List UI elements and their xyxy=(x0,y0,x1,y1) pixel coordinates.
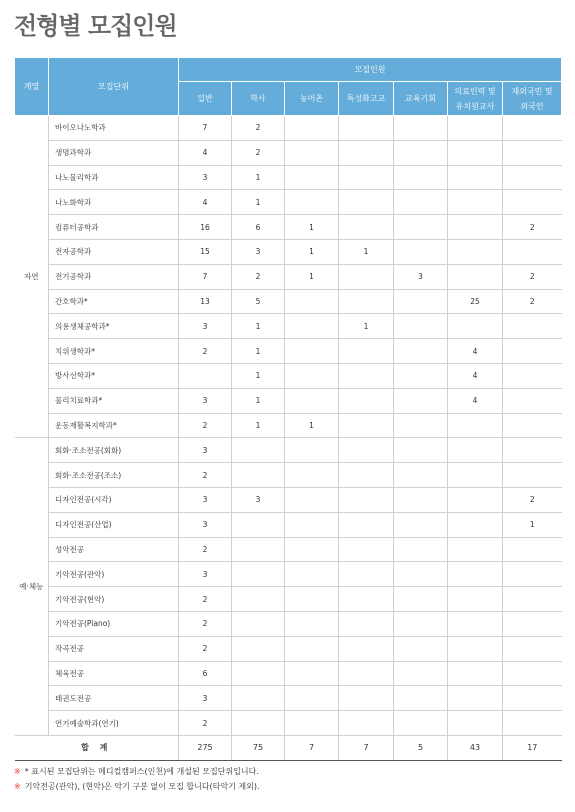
quota-cell xyxy=(394,413,448,438)
quota-cell: 2 xyxy=(503,215,562,240)
quota-cell xyxy=(285,512,339,537)
quota-cell: 2 xyxy=(179,636,232,661)
quota-cell: 2 xyxy=(179,611,232,636)
table-row xyxy=(15,116,562,141)
quota-cell xyxy=(339,413,394,438)
quota-cell xyxy=(339,116,394,141)
quota-cell xyxy=(448,562,503,587)
quota-cell xyxy=(285,711,339,736)
table-row xyxy=(15,562,562,587)
quota-cell: 4 xyxy=(179,140,232,165)
quota-cell: 2 xyxy=(232,140,285,165)
quota-cell xyxy=(232,661,285,686)
unit-cell: 기악전공(Piano) xyxy=(49,611,179,636)
quota-cell xyxy=(448,611,503,636)
quota-cell: 3 xyxy=(179,314,232,339)
total-cell: 43 xyxy=(448,735,503,760)
header-subcol: 교육기회 xyxy=(394,82,448,116)
unit-cell: 의용생체공학과* xyxy=(49,314,179,339)
category-cell: 예·체능 xyxy=(15,438,49,736)
unit-cell: 기악전공(관악) xyxy=(49,562,179,587)
quota-cell xyxy=(503,636,562,661)
quota-cell xyxy=(503,339,562,364)
quota-cell xyxy=(394,314,448,339)
quota-cell xyxy=(448,215,503,240)
table-row xyxy=(15,487,562,512)
quota-cell xyxy=(285,686,339,711)
quota-cell xyxy=(232,562,285,587)
quota-cell xyxy=(232,438,285,463)
unit-cell: 생명과학과 xyxy=(49,140,179,165)
quota-cell: 15 xyxy=(179,239,232,264)
quota-cell xyxy=(285,190,339,215)
quota-cell xyxy=(503,165,562,190)
quota-cell: 13 xyxy=(179,289,232,314)
total-label: 합 계 xyxy=(15,735,179,760)
quota-cell xyxy=(339,587,394,612)
quota-cell xyxy=(339,289,394,314)
quota-cell: 2 xyxy=(503,487,562,512)
quota-cell: 1 xyxy=(285,215,339,240)
total-cell: 17 xyxy=(503,735,562,760)
quota-cell: 3 xyxy=(179,438,232,463)
quota-cell xyxy=(339,140,394,165)
table-row xyxy=(15,314,562,339)
quota-cell: 3 xyxy=(179,165,232,190)
footnotes xyxy=(14,764,260,794)
total-row xyxy=(15,735,562,760)
header-subcol: 특성화고교 xyxy=(339,82,394,116)
quota-cell: 3 xyxy=(232,239,285,264)
table-row xyxy=(15,537,562,562)
quota-cell xyxy=(394,140,448,165)
total-cell: 7 xyxy=(339,735,394,760)
table-row xyxy=(15,339,562,364)
quota-cell: 6 xyxy=(232,215,285,240)
quota-cell xyxy=(394,512,448,537)
quota-cell xyxy=(285,116,339,141)
quota-cell: 2 xyxy=(503,289,562,314)
quota-cell xyxy=(394,239,448,264)
quota-cell xyxy=(285,611,339,636)
quota-cell xyxy=(285,165,339,190)
table-row xyxy=(15,289,562,314)
footnote-mark: ※ xyxy=(14,767,21,776)
quota-cell: 2 xyxy=(179,463,232,488)
quota-cell xyxy=(339,388,394,413)
quota-cell: 4 xyxy=(448,363,503,388)
quota-cell xyxy=(394,537,448,562)
unit-cell: 디자인전공(시각) xyxy=(49,487,179,512)
quota-cell xyxy=(339,463,394,488)
quota-cell xyxy=(339,686,394,711)
quota-cell xyxy=(285,388,339,413)
quota-cell: 2 xyxy=(179,339,232,364)
quota-cell xyxy=(448,190,503,215)
quota-cell xyxy=(394,636,448,661)
quota-cell: 3 xyxy=(232,487,285,512)
quota-cell: 3 xyxy=(179,562,232,587)
quota-cell xyxy=(339,487,394,512)
quota-cell xyxy=(503,388,562,413)
quota-cell xyxy=(339,636,394,661)
quota-cell xyxy=(394,289,448,314)
quota-cell xyxy=(339,264,394,289)
table-row xyxy=(15,587,562,612)
quota-cell: 2 xyxy=(179,587,232,612)
header-subcol: 의료인력 및 유치원교사 xyxy=(448,82,503,116)
quota-cell xyxy=(232,686,285,711)
quota-cell: 3 xyxy=(179,487,232,512)
quota-cell xyxy=(394,686,448,711)
quota-cell xyxy=(503,239,562,264)
quota-cell xyxy=(394,611,448,636)
quota-cell: 4 xyxy=(179,190,232,215)
footnote-text: 기악전공(관악), (현악)은 악기 구분 없이 모집 합니다(타악기 제외). xyxy=(24,782,260,791)
table-row xyxy=(15,686,562,711)
unit-cell: 바이오나노학과 xyxy=(49,116,179,141)
quota-cell xyxy=(232,512,285,537)
unit-cell: 작곡전공 xyxy=(49,636,179,661)
quota-cell xyxy=(285,363,339,388)
quota-cell xyxy=(232,636,285,661)
quota-cell xyxy=(394,339,448,364)
quota-cell xyxy=(448,711,503,736)
header-subcol: 농어촌 xyxy=(285,82,339,116)
table-row xyxy=(15,463,562,488)
quota-cell xyxy=(232,587,285,612)
quota-cell xyxy=(179,363,232,388)
quota-cell xyxy=(448,239,503,264)
quota-cell xyxy=(339,512,394,537)
quota-cell xyxy=(448,140,503,165)
quota-cell xyxy=(448,116,503,141)
quota-cell: 2 xyxy=(179,413,232,438)
table-row xyxy=(15,388,562,413)
quota-cell xyxy=(503,587,562,612)
header-subcol: 일반 xyxy=(179,82,232,116)
quota-cell xyxy=(448,686,503,711)
quota-cell xyxy=(503,314,562,339)
unit-cell: 치위생학과* xyxy=(49,339,179,364)
quota-cell: 3 xyxy=(394,264,448,289)
quota-cell xyxy=(503,562,562,587)
quota-cell: 6 xyxy=(179,661,232,686)
quota-cell xyxy=(503,413,562,438)
quota-cell: 1 xyxy=(232,314,285,339)
unit-cell: 태권도전공 xyxy=(49,686,179,711)
quota-cell: 1 xyxy=(232,165,285,190)
quota-cell: 16 xyxy=(179,215,232,240)
quota-cell xyxy=(448,314,503,339)
quota-cell xyxy=(448,413,503,438)
quota-cell xyxy=(394,487,448,512)
quota-cell xyxy=(503,686,562,711)
quota-cell: 1 xyxy=(232,339,285,364)
quota-cell xyxy=(448,487,503,512)
quota-cell xyxy=(394,587,448,612)
quota-cell: 1 xyxy=(232,388,285,413)
header-subcol: 재외국민 및 외국인 xyxy=(503,82,562,116)
quota-cell xyxy=(339,661,394,686)
quota-cell xyxy=(285,537,339,562)
header-unit: 모집단위 xyxy=(49,58,179,116)
table-row xyxy=(15,215,562,240)
quota-cell: 1 xyxy=(285,413,339,438)
quota-cell xyxy=(503,190,562,215)
table-row xyxy=(15,239,562,264)
quota-cell xyxy=(448,512,503,537)
quota-cell: 1 xyxy=(503,512,562,537)
quota-cell: 5 xyxy=(232,289,285,314)
quota-cell xyxy=(285,140,339,165)
unit-cell: 방사선학과* xyxy=(49,363,179,388)
unit-cell: 디자인전공(산업) xyxy=(49,512,179,537)
unit-cell: 전기공학과 xyxy=(49,264,179,289)
quota-cell xyxy=(394,116,448,141)
quota-cell: 1 xyxy=(339,239,394,264)
quota-cell: 3 xyxy=(179,512,232,537)
table-row xyxy=(15,512,562,537)
quota-cell xyxy=(448,463,503,488)
quota-cell: 2 xyxy=(503,264,562,289)
quota-cell xyxy=(448,165,503,190)
quota-cell xyxy=(503,711,562,736)
quota-cell xyxy=(394,438,448,463)
page-title: 전형별 모집인원 xyxy=(14,12,177,40)
quota-cell: 4 xyxy=(448,339,503,364)
quota-cell xyxy=(394,711,448,736)
table-row xyxy=(15,661,562,686)
quota-cell xyxy=(339,190,394,215)
quota-cell: 3 xyxy=(179,686,232,711)
quota-cell xyxy=(339,339,394,364)
quota-cell xyxy=(503,463,562,488)
quota-cell: 1 xyxy=(232,363,285,388)
quota-cell xyxy=(232,711,285,736)
quota-cell xyxy=(339,562,394,587)
category-cell: 자연 xyxy=(15,116,49,438)
total-cell: 5 xyxy=(394,735,448,760)
unit-cell: 나노화학과 xyxy=(49,190,179,215)
quota-cell xyxy=(394,215,448,240)
quota-cell xyxy=(448,587,503,612)
quota-cell xyxy=(448,264,503,289)
table-row xyxy=(15,711,562,736)
quota-cell xyxy=(339,711,394,736)
table-row xyxy=(15,190,562,215)
footnote xyxy=(14,764,260,779)
quota-cell xyxy=(339,537,394,562)
quota-cell xyxy=(339,215,394,240)
footnote-text: * 표시된 모집단위는 메디컬캠퍼스(인천)에 개설된 모집단위입니다. xyxy=(24,767,259,776)
quota-cell xyxy=(448,661,503,686)
quota-cell: 4 xyxy=(448,388,503,413)
quota-cell xyxy=(394,363,448,388)
table-row xyxy=(15,636,562,661)
quota-cell: 25 xyxy=(448,289,503,314)
unit-cell: 전자공학과 xyxy=(49,239,179,264)
quota-cell xyxy=(232,537,285,562)
unit-cell: 회화·조소전공(조소) xyxy=(49,463,179,488)
quota-cell xyxy=(285,661,339,686)
quota-cell xyxy=(285,562,339,587)
admission-quota-table xyxy=(14,57,562,761)
unit-cell: 연기예술학과(연기) xyxy=(49,711,179,736)
table-row xyxy=(15,611,562,636)
unit-cell: 컴퓨터공학과 xyxy=(49,215,179,240)
quota-cell: 2 xyxy=(232,116,285,141)
unit-cell: 회화·조소전공(회화) xyxy=(49,438,179,463)
quota-cell: 1 xyxy=(232,190,285,215)
quota-cell xyxy=(339,438,394,463)
quota-cell xyxy=(503,661,562,686)
total-cell: 7 xyxy=(285,735,339,760)
quota-cell: 3 xyxy=(179,388,232,413)
quota-cell xyxy=(503,611,562,636)
footnote-mark: ※ xyxy=(14,782,21,791)
quota-cell xyxy=(285,587,339,612)
header-subcol: 학사 xyxy=(232,82,285,116)
quota-cell: 2 xyxy=(179,711,232,736)
quota-cell xyxy=(285,487,339,512)
quota-cell xyxy=(503,537,562,562)
quota-cell: 1 xyxy=(339,314,394,339)
unit-cell: 체육전공 xyxy=(49,661,179,686)
quota-cell xyxy=(394,165,448,190)
unit-cell: 운동재활복지학과* xyxy=(49,413,179,438)
footnote xyxy=(14,779,260,794)
unit-cell: 나노물리학과 xyxy=(49,165,179,190)
unit-cell: 간호학과* xyxy=(49,289,179,314)
table-row xyxy=(15,264,562,289)
quota-cell xyxy=(394,388,448,413)
quota-cell: 1 xyxy=(285,264,339,289)
quota-cell xyxy=(394,463,448,488)
unit-cell: 성악전공 xyxy=(49,537,179,562)
quota-cell: 2 xyxy=(179,537,232,562)
total-cell: 75 xyxy=(232,735,285,760)
quota-cell xyxy=(285,289,339,314)
quota-cell xyxy=(285,438,339,463)
quota-cell: 7 xyxy=(179,264,232,289)
total-cell: 275 xyxy=(179,735,232,760)
quota-cell xyxy=(285,636,339,661)
unit-cell: 물리치료학과* xyxy=(49,388,179,413)
unit-cell: 기악전공(현악) xyxy=(49,587,179,612)
quota-cell xyxy=(232,611,285,636)
quota-cell xyxy=(394,661,448,686)
quota-cell xyxy=(503,116,562,141)
table-row xyxy=(15,363,562,388)
quota-cell xyxy=(503,140,562,165)
table-row xyxy=(15,413,562,438)
quota-cell xyxy=(232,463,285,488)
quota-cell xyxy=(339,165,394,190)
quota-cell xyxy=(285,339,339,364)
quota-cell xyxy=(503,438,562,463)
quota-cell xyxy=(448,438,503,463)
quota-cell: 7 xyxy=(179,116,232,141)
quota-cell xyxy=(503,363,562,388)
table-row xyxy=(15,438,562,463)
quota-cell: 1 xyxy=(232,413,285,438)
quota-cell xyxy=(448,636,503,661)
quota-cell xyxy=(339,363,394,388)
quota-cell: 1 xyxy=(285,239,339,264)
header-quota-group: 모집인원 xyxy=(179,58,562,82)
quota-cell xyxy=(394,562,448,587)
quota-cell xyxy=(339,611,394,636)
quota-cell xyxy=(285,463,339,488)
quota-cell xyxy=(394,190,448,215)
quota-cell xyxy=(448,537,503,562)
quota-cell xyxy=(285,314,339,339)
quota-cell: 2 xyxy=(232,264,285,289)
table-row xyxy=(15,140,562,165)
table-row xyxy=(15,165,562,190)
header-category: 계열 xyxy=(15,58,49,116)
